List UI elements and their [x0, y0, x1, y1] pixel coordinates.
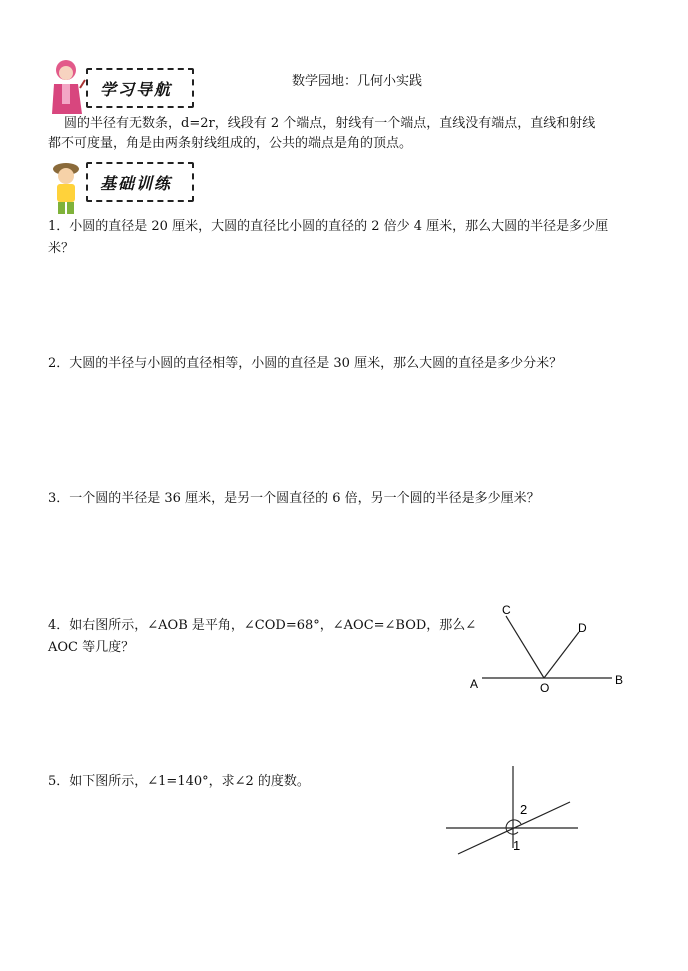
- ray-od: [544, 632, 579, 678]
- question-4-line-1: 4．如右图所示，∠AOB 是平角，∠COD=68°，∠AOC=∠BOD，那么∠: [48, 618, 477, 633]
- question-1-line-2: 米？: [48, 241, 75, 256]
- student-illustration: [50, 160, 82, 216]
- label-o: O: [540, 681, 550, 695]
- angle-2-label: 2: [520, 802, 528, 817]
- question-2: [48, 353, 562, 375]
- learning-guide-title: 学习导航: [100, 80, 173, 99]
- label-b: B: [615, 673, 624, 687]
- question-4-line-2: AOC 等几度？: [48, 640, 135, 655]
- figure-5-intersecting-lines: [440, 762, 590, 862]
- question-1: [48, 216, 608, 260]
- question-4: [48, 615, 476, 659]
- teacher-illustration: [46, 58, 86, 116]
- label-a: A: [470, 677, 479, 691]
- intro-line-1: 圆的半径有无数条，d=2r，线段有 2 个端点，射线有一个端点，直线没有端点，直线和射线: [64, 116, 596, 131]
- page-title: 数学园地：几何小实践: [292, 74, 423, 89]
- question-3: [48, 488, 540, 510]
- intro-line-2: 都不可度量，角是由两条射线组成的，公共的端点是角的顶点。: [48, 136, 413, 151]
- angle-1-label: 1: [513, 838, 521, 853]
- question-5-line-1: 5．如下图所示，∠1=140°，求∠2 的度数。: [48, 774, 310, 789]
- label-c: C: [502, 603, 511, 617]
- question-2-line-1: 2．大圆的半径与小圆的直径相等，小圆的直径是 30 厘米，那么大圆的直径是多少分米？: [48, 356, 563, 371]
- label-d: D: [578, 621, 587, 635]
- question-1-line-1: 1．小圆的直径是 20 厘米，大圆的直径比小圆的直径的 2 倍少 4 厘米，那么大圆的半径是多少厘: [48, 219, 609, 234]
- figure-4-angle-diagram: [462, 598, 632, 698]
- basic-training-title: 基础训练: [100, 174, 173, 193]
- question-5: [48, 771, 310, 793]
- basic-training-banner: [86, 162, 194, 202]
- ray-oc: [506, 616, 544, 678]
- learning-guide-banner: [86, 68, 194, 108]
- question-3-line-1: 3．一个圆的半径是 36 厘米，是另一个圆直径的 6 倍，另一个圆的半径是多少厘米？: [48, 491, 540, 506]
